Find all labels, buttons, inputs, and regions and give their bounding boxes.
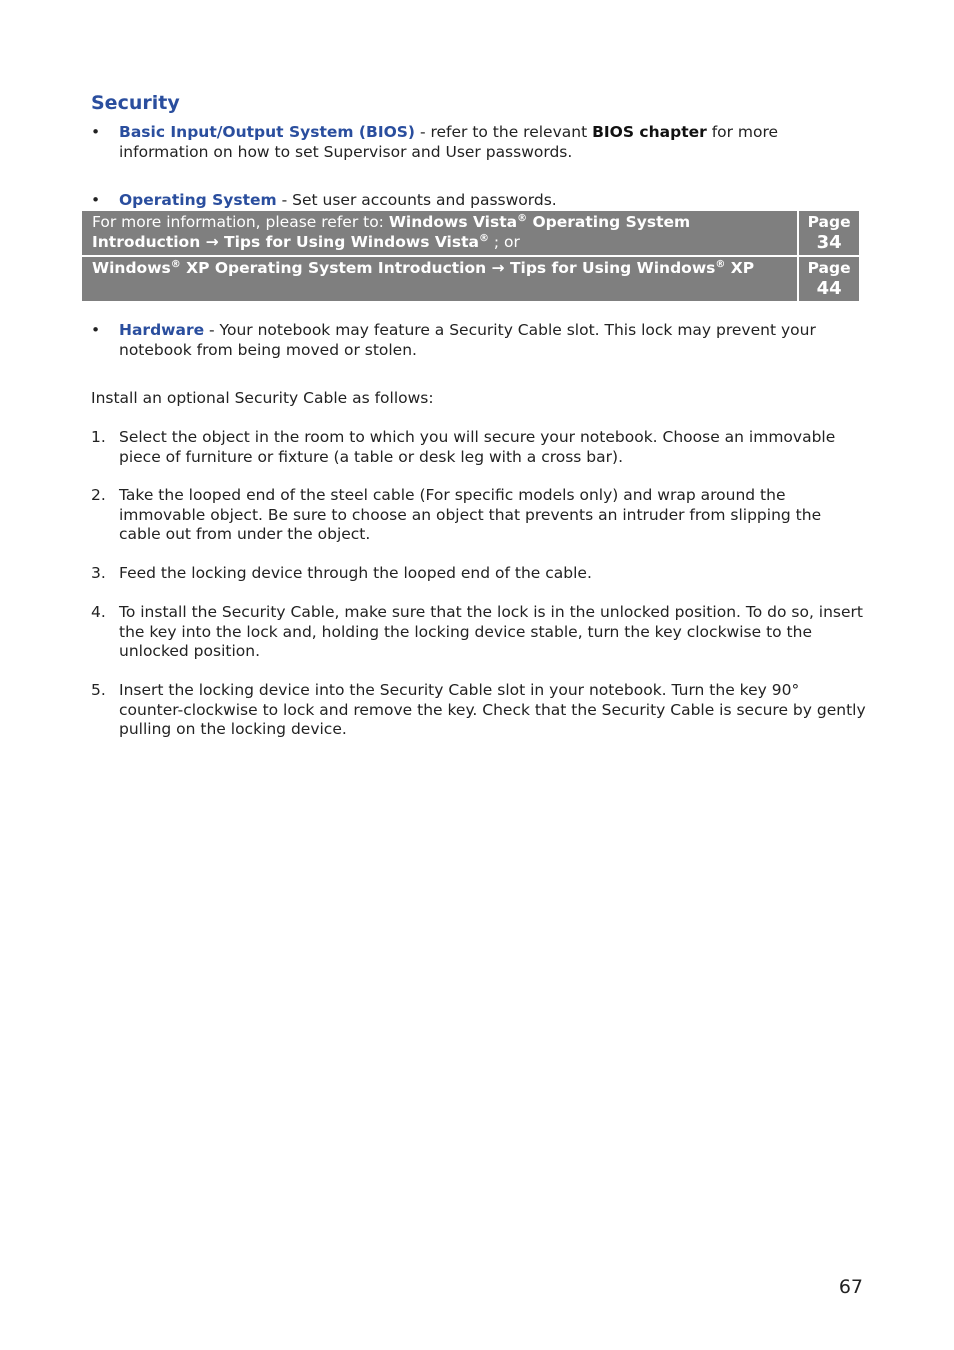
section-title: Security bbox=[91, 92, 180, 114]
bullet-os-text bbox=[119, 191, 866, 211]
step-number: 1. bbox=[91, 428, 106, 446]
bullet-bios-text bbox=[119, 123, 866, 162]
step-text: Select the object in the room to which you will secure your notebook. Choose an immovable piece of furniture or fixture (a table or desk leg with a cross bar). bbox=[119, 428, 836, 466]
step-number: 5. bbox=[91, 681, 106, 699]
step-1 bbox=[91, 428, 866, 467]
bullet-bios bbox=[91, 123, 866, 162]
step-text: Insert the locking device into the Security Cable slot in your notebook. Turn the key 90° counter-clockwise to lock and remove the key. Check that the Security Cable is secure by gently pulling on the locking device. bbox=[119, 681, 866, 739]
step-number: 4. bbox=[91, 603, 106, 621]
bullet-hardware-text bbox=[119, 321, 866, 360]
bullet-os bbox=[91, 191, 866, 211]
vista-ref-link[interactable]: Windows Vista® Operating System Introduction → Tips for Using Windows Vista® bbox=[92, 213, 691, 251]
hardware-text: - Your notebook may feature a Security Cable slot. This lock may prevent your notebook from being moved or stolen. bbox=[119, 321, 816, 359]
xp-ref-link[interactable]: Windows® XP Operating System Introduction → Tips for Using Windows® XP bbox=[92, 259, 755, 277]
bios-text-after: for more information on how to set Supervisor and User passwords. bbox=[119, 123, 779, 161]
page-number: 67 bbox=[838, 1276, 863, 1298]
step-2 bbox=[91, 486, 866, 545]
bullet-hardware bbox=[91, 321, 866, 360]
step-5 bbox=[91, 681, 866, 740]
step-number: 3. bbox=[91, 564, 106, 582]
page-ref-44[interactable]: Page 44 bbox=[798, 256, 859, 301]
intro-text: Install an optional Security Cable as follows: bbox=[91, 389, 434, 407]
bios-chapter-ref: BIOS chapter bbox=[592, 123, 707, 141]
page-ref-34[interactable]: Page 34 bbox=[798, 211, 859, 256]
bullet-dot: • bbox=[91, 321, 101, 339]
bios-text-before: - refer to the relevant bbox=[415, 123, 593, 141]
reference-vista-text: For more information, please refer to: Windows Vista® Operating System Introduction → Tips for Using Windows Vista® ; or bbox=[82, 211, 798, 256]
hardware-link[interactable]: Hardware bbox=[119, 321, 205, 339]
step-4 bbox=[91, 603, 866, 662]
step-3 bbox=[91, 564, 866, 584]
reference-xp-text bbox=[82, 256, 798, 301]
reference-row-xp bbox=[82, 256, 859, 301]
os-text: - Set user accounts and passwords. bbox=[276, 191, 557, 209]
step-number: 2. bbox=[91, 486, 106, 504]
step-text: Take the looped end of the steel cable (For specific models only) and wrap around the immovable object. Be sure to choose an object that prevents an intruder from slipping the cable out from under the object. bbox=[119, 486, 822, 544]
bullet-dot: • bbox=[91, 123, 101, 141]
os-link[interactable]: Operating System bbox=[119, 191, 277, 209]
step-text: To install the Security Cable, make sure that the lock is in the unlocked position. To do so, insert the key into the lock and, holding the locking device stable, turn the key clockwise to the unlocked position. bbox=[119, 603, 863, 661]
step-text: Feed the locking device through the looped end of the cable. bbox=[119, 564, 592, 582]
reference-table bbox=[82, 211, 859, 301]
reference-row-vista bbox=[82, 211, 859, 256]
bios-link[interactable]: Basic Input/Output System (BIOS) bbox=[119, 123, 416, 141]
bullet-dot: • bbox=[91, 191, 101, 209]
